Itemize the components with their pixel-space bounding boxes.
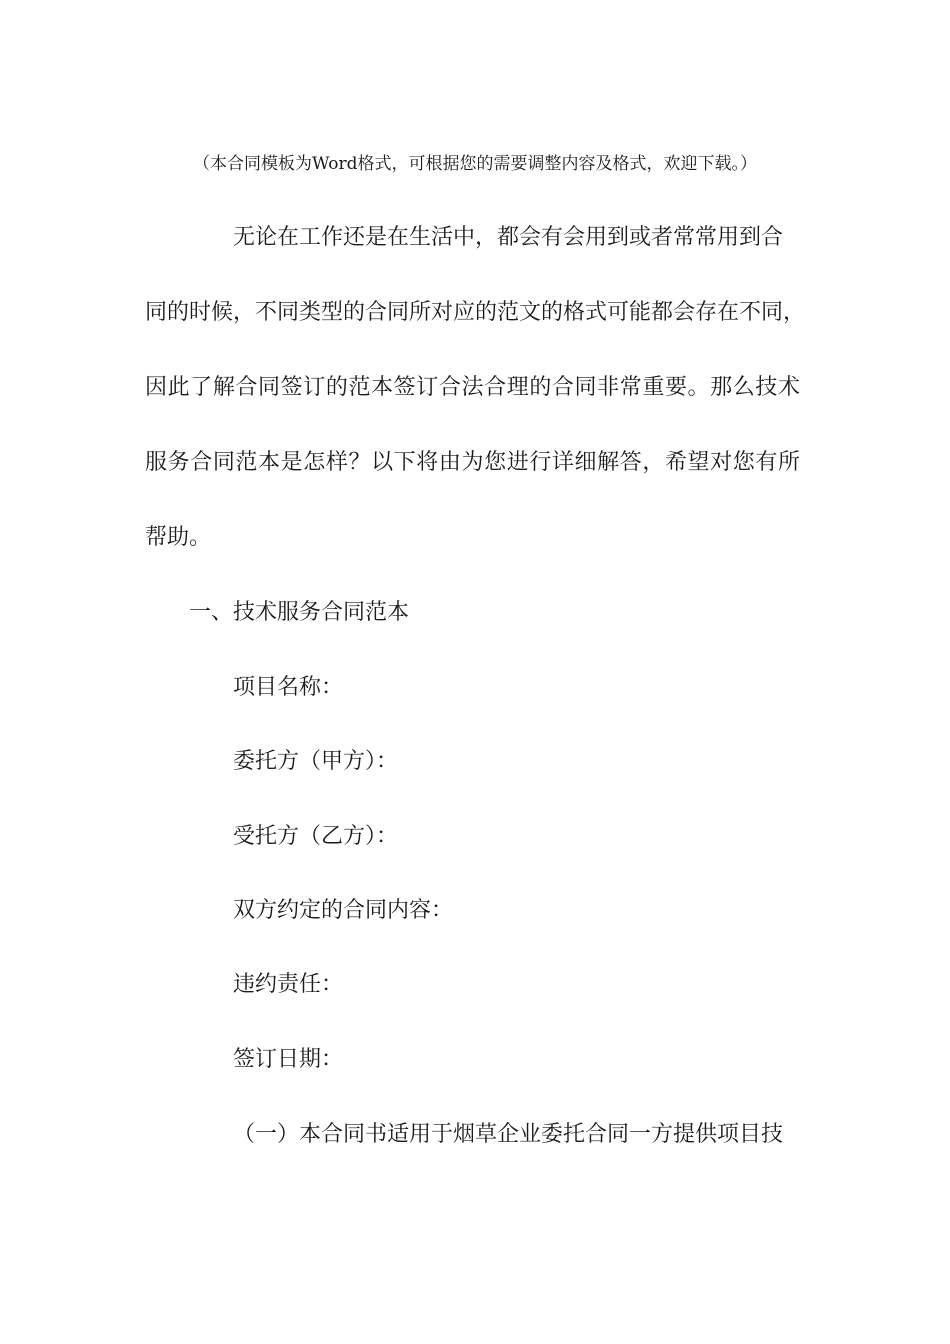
clause-1: （一）本合同书适用于烟草企业委托合同一方提供项目技	[233, 1122, 784, 1147]
intro-line-4: 服务合同范本是怎样？以下将由为您进行详细解答，希望对您有所	[145, 450, 800, 475]
intro-line-2: 同的时候，不同类型的合同所对应的范文的格式可能都会存在不同，	[145, 300, 806, 325]
template-note: （本合同模板为Word格式，可根据您的需要调整内容及格式，欢迎下载。）	[192, 154, 758, 174]
field-party-a: 委托方（甲方）：	[233, 749, 399, 774]
field-contract-content: 双方约定的合同内容：	[233, 898, 454, 923]
section-heading: 一、技术服务合同范本	[189, 600, 410, 625]
intro-line-1: 无论在工作还是在生活中，都会有会用到或者常常用到合	[233, 225, 784, 250]
field-party-b: 受托方（乙方）：	[233, 824, 399, 849]
intro-line-5: 帮助。	[145, 525, 212, 550]
intro-line-3: 因此了解合同签订的范本签订合法合理的合同非常重要。那么技术	[145, 375, 800, 400]
field-liability: 违约责任：	[233, 972, 344, 997]
field-sign-date: 签订日期：	[233, 1047, 344, 1072]
field-project-name: 项目名称：	[233, 675, 344, 700]
